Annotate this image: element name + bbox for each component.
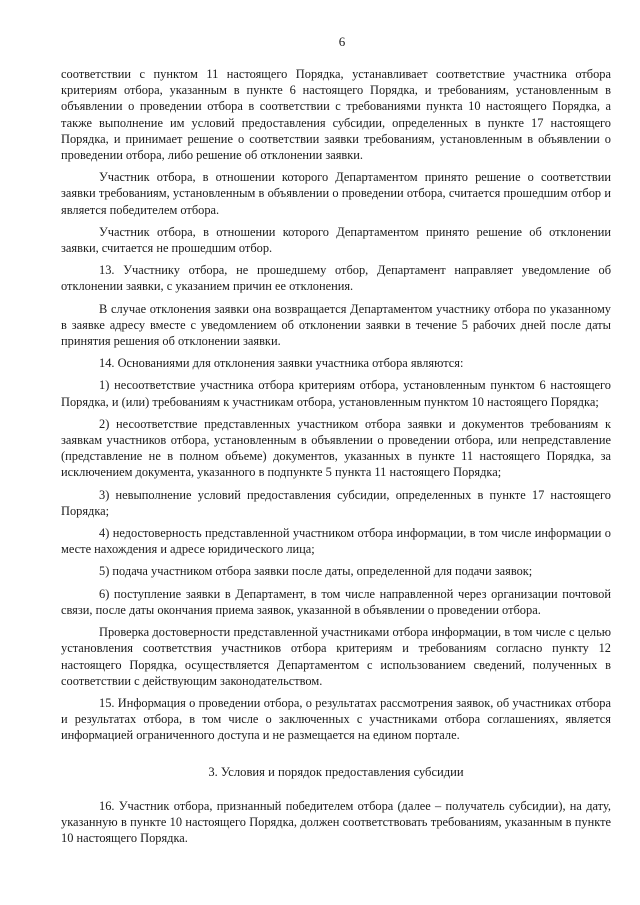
list-item-1: 1) несоответствие участника отбора критериям отбора, установленным пунктом 6 настоящего Порядка, и (или) требованиям к участникам отбора, установленным пунктом 10 настоящего Порядка; [61,378,611,409]
paragraph-continuation: соответствии с пунктом 11 настоящего Порядка, устанавливает соответствие участника отбора критериям отбора, указанным в пункте 6 настоящего Порядка, и требованиям, установленным в объявлении о проведении отбора в соответствии с требованиями пункта 10 настоящего Порядка, а также выполнение им условий предоставления субсидии, определенных в пункте 17 настоящего Порядка, и принимает решение о соответствии заявки требованиям, установленным в объявлении о проведении отбора, либо решение об отклонении заявки. [61,67,611,163]
page-number: 6 [338,34,346,49]
list-item-6: 6) поступление заявки в Департамент, в том числе направленной через организации почтовой связи, после даты окончания приема заявок, указанной в объявлении о проведении отбора. [61,586,611,617]
paragraph-13: 13. Участнику отбора, не прошедшему отбор, Департамент направляет уведомление об отклонении заявки, с указанием причин ее отклонения. [61,263,611,294]
list-item-2: 2) несоответствие представленных участником отбора заявки и документов требованиям к заявкам участников отбора, установленным в объявлении о проведении отбора, или непредставление (представление не в полном объеме) документов, указанных в пункте 11 настоящего Порядка, за исключением документа, указанного в подпункте 5 пункта 11 настоящего Порядка; [61,416,611,480]
list-item-4: 4) недостоверность представленной участником отбора информации, в том числе информации о месте нахождения и адресе юридического лица; [61,526,611,557]
paragraph-16: 16. Участник отбора, признанный победителем отбора (далее – получатель субсидии), на дату, указанную в пункте 10 настоящего Порядка, должен соответствовать требованиям, указанным в пункте 10 настоящего Порядка. [61,798,611,845]
paragraph-return: В случае отклонения заявки она возвращается Департаментом участнику отбора по указанному в заявке адресу вместе с уведомлением об отклонении заявки в течение 5 рабочих дней после даты принятия решения об отклонении заявки. [61,301,611,349]
document-body [61,66,611,846]
paragraph-14: 14. Основаниями для отклонения заявки участника отбора являются: [99,356,464,371]
section-heading: 3. Условия и порядок предоставления субсидии [208,764,464,779]
list-item-5: 5) подача участником отбора заявки после даты, определенной для подачи заявок; [99,564,533,579]
paragraph-15: 15. Информация о проведении отбора, о результатах рассмотрения заявок, об участниках отбора и результатах отбора, в том числе о заключенных с участниками отбора соглашениях, является информацией ограниченного доступа и не размещается на едином портале. [61,695,611,743]
paragraph-rejected: Участник отбора, в отношении которого Департаментом принято решение об отклонении заявки, считается не прошедшим отбор. [61,224,611,256]
paragraph-verification: Проверка достоверности представленной участниками отбора информации, в том числе с целью установления соответствия участников отбора критериям и требованиям согласно пункту 12 настоящего Порядка, осуществляется Департаментом с использованием сведений, полученных в соответствии с действующим законодательством. [61,625,611,688]
paragraph-winner: Участник отбора, в отношении которого Департаментом принято решение о соответствии заявки требованиям, установленным в объявлении о проведении отбора, считается прошедшим отбор и является победителем отбора. [61,170,611,217]
list-item-3: 3) невыполнение условий предоставления субсидии, определенных в пункте 17 настоящего Порядка; [61,487,611,518]
